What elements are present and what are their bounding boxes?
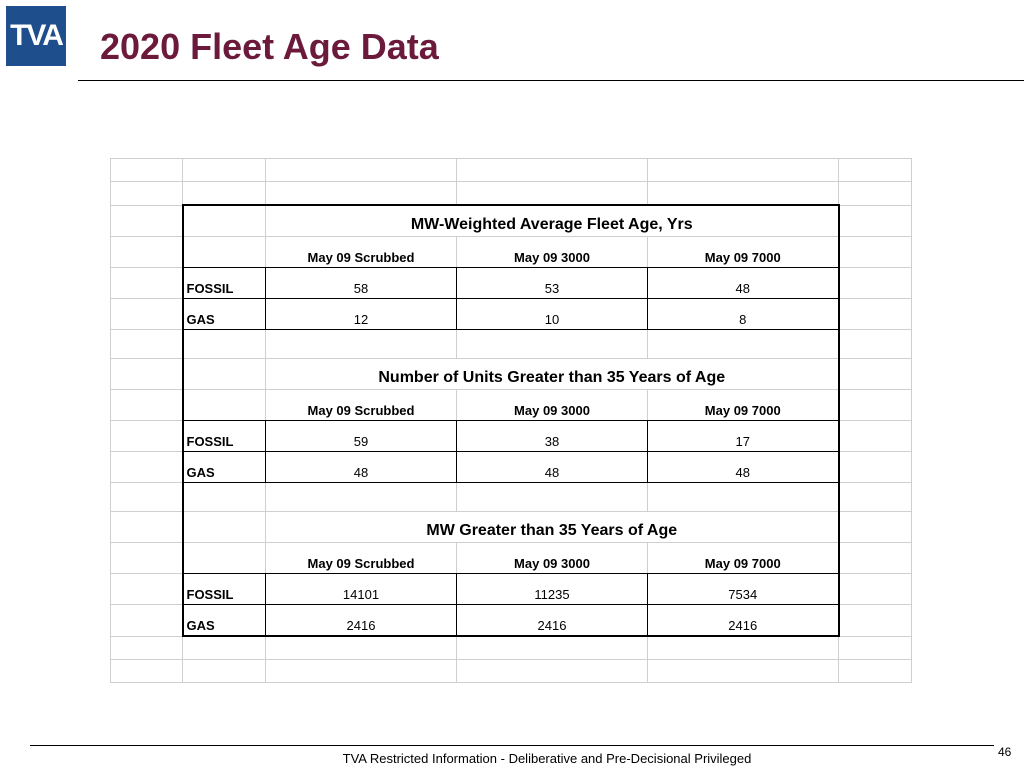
table-cell: 48 xyxy=(648,268,839,299)
row-label: FOSSIL xyxy=(183,421,266,452)
empty-row xyxy=(111,660,912,683)
spacer-row xyxy=(111,483,912,512)
column-header-row xyxy=(111,390,912,421)
section-title: Number of Units Greater than 35 Years of Age xyxy=(266,359,839,390)
table-cell: 11235 xyxy=(457,574,648,605)
column-header: May 09 7000 xyxy=(648,390,839,421)
column-header-row xyxy=(111,237,912,268)
table-cell: 8 xyxy=(648,299,839,330)
table-cell: 12 xyxy=(266,299,457,330)
row-label: FOSSIL xyxy=(183,574,266,605)
table-cell: 2416 xyxy=(457,605,648,637)
column-header: May 09 7000 xyxy=(648,543,839,574)
row-label: GAS xyxy=(183,605,266,637)
table-cell: 2416 xyxy=(266,605,457,637)
table-row xyxy=(111,268,912,299)
section-title: MW-Weighted Average Fleet Age, Yrs xyxy=(266,205,839,237)
table-row xyxy=(111,452,912,483)
spacer-row xyxy=(111,330,912,359)
table-row xyxy=(111,299,912,330)
table-cell: 59 xyxy=(266,421,457,452)
section-title-row xyxy=(111,359,912,390)
row-label: FOSSIL xyxy=(183,268,266,299)
column-header-row xyxy=(111,543,912,574)
row-label: GAS xyxy=(183,299,266,330)
table-cell: 38 xyxy=(457,421,648,452)
fleet-age-table xyxy=(110,158,912,683)
table-cell: 48 xyxy=(266,452,457,483)
table-row xyxy=(111,605,912,637)
section-title-row xyxy=(111,205,912,237)
table-cell: 17 xyxy=(648,421,839,452)
table-cell: 14101 xyxy=(266,574,457,605)
empty-row xyxy=(111,636,912,660)
table-cell: 58 xyxy=(266,268,457,299)
section-title: MW Greater than 35 Years of Age xyxy=(266,512,839,543)
column-header: May 09 Scrubbed xyxy=(266,543,457,574)
section-title-row xyxy=(111,512,912,543)
column-header: May 09 7000 xyxy=(648,237,839,268)
column-header: May 09 Scrubbed xyxy=(266,390,457,421)
empty-row xyxy=(111,159,912,182)
column-header: May 09 Scrubbed xyxy=(266,237,457,268)
spreadsheet-embed xyxy=(110,158,912,683)
page-title: 2020 Fleet Age Data xyxy=(100,26,439,67)
title-divider xyxy=(78,80,1024,81)
page-number: 46 xyxy=(998,745,1012,759)
tva-logo: TVA xyxy=(6,6,66,66)
footer-divider xyxy=(30,745,994,746)
table-cell: 2416 xyxy=(648,605,839,637)
footer-notice: TVA Restricted Information - Deliberative and Pre-Decisional Privileged xyxy=(342,751,752,766)
empty-row xyxy=(111,182,912,206)
table-cell: 48 xyxy=(457,452,648,483)
column-header: May 09 3000 xyxy=(457,390,648,421)
table-cell: 10 xyxy=(457,299,648,330)
table-cell: 48 xyxy=(648,452,839,483)
table-cell: 53 xyxy=(457,268,648,299)
table-row xyxy=(111,574,912,605)
row-label: GAS xyxy=(183,452,266,483)
table-cell: 7534 xyxy=(648,574,839,605)
table-row xyxy=(111,421,912,452)
column-header: May 09 3000 xyxy=(457,237,648,268)
column-header: May 09 3000 xyxy=(457,543,648,574)
